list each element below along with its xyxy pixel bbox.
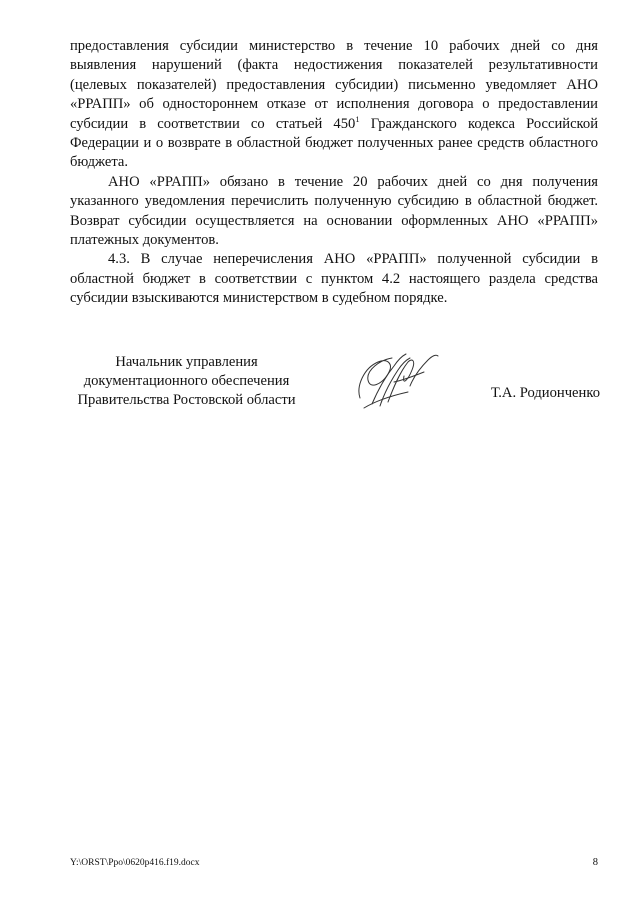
handwritten-signature <box>350 346 450 414</box>
signatory-title: Начальник управления документационного обеспечения Правительства Ростовской области <box>77 354 296 408</box>
page-number: 8 <box>592 857 598 868</box>
paragraph-2: АНО «РРАПП» обязано в течение 20 рабочих дней со дня получения указанного уведомления перечислить полученную субсидию в областной бюджет. Возврат субсидии осуществляется на основании оформленных АНО «РРАПП» платежных документов. <box>70 173 598 249</box>
document-body <box>70 37 598 309</box>
paragraph-3: 4.3. В случае неперечисления АНО «РРАПП» полученной субсидии в областной бюджет в соответствии с пунктом 4.2 настоящего раздела средства субсидии взыскиваются министерством в судебном порядке. <box>70 251 598 307</box>
superscript: 1 <box>355 113 360 124</box>
signatory-name: Т.А. Родионченко <box>490 385 600 401</box>
footer-file-path: Y:\ORST\Ppo\0620p416.f19.docx <box>70 858 200 868</box>
paragraph-1: предоставления субсидии министерство в течение 10 рабочих дней со дня выявления нарушений (факта недостижения показателей результативности (целевых показателей) предоставления субсидии) письменно уведомляет АНО «РРАПП» об одностороннем отказе от исполнения договора о предоставлении субсидии в соответствии со статьей $450^1$ Гражданского кодекса Российской Федерации и о возврате в областной бюджет полученных ранее средств областного бюджета. <box>70 38 599 171</box>
